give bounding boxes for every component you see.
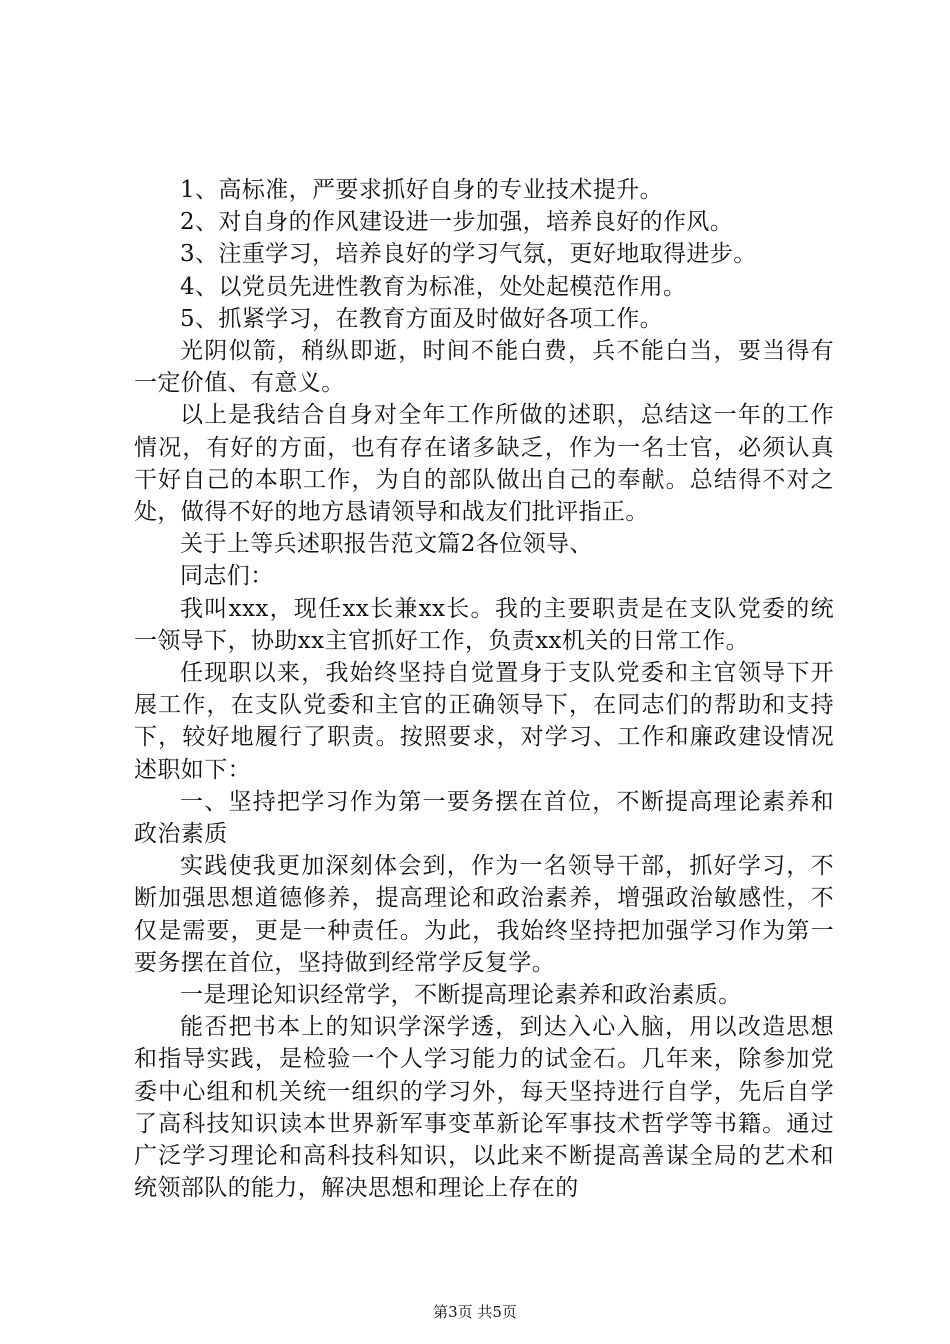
paragraph-tenure: 任现职以来，我始终坚持自觉置身于支队党委和主官领导下开展工作，在支队党委和主官的正确领导下，在同志们的帮助和支持下，较好地履行了职责。按照要求，对学习、工作和廉政建设情况述职如下：	[134, 660, 834, 783]
list-item-5: 5、抓紧学习，在教育方面及时做好各项工作。	[180, 305, 664, 332]
list-item-4: 4、以党员先进性教育为标准，处处起模范作用。	[180, 273, 687, 300]
salutation: 同志们：	[180, 563, 274, 590]
paragraph-study: 能否把书本上的知识学深学透，到达入心入脑，用以改造思想和指导实践，是检验一个人学习能力的试金石。几年来，除参加党委中心组和机关统一组织的学习外，每天坚持进行自学，先后自学了高科技知识读本世界新军事变革新论军事技术哲学等书籍。通过广泛学习理论和高科技科知识，以此来不断提高善谋全局的艺术和统领部队的能力，解决思想和理论上存在的	[134, 1014, 834, 1202]
paragraph-practice: 实践使我更加深刻体会到，作为一名领导干部，抓好学习，不断加强思想道德修养，提高理论和政治素养，增强政治敏感性，不仅是需要，更是一种责任。为此，我始终坚持把加强学习作为第一要务摆在首位，坚持做到经常学反复学。	[134, 853, 834, 976]
paragraph-time: 光阴似箭，稍纵即逝，时间不能白费，兵不能白当，要当得有一定价值、有意义。	[134, 338, 834, 397]
list-item-1: 1、高标准，严要求抓好自身的专业技术提升。	[180, 177, 664, 203]
subheading-one: 一、坚持把学习作为第一要务摆在首位，不断提高理论素养和政治素质	[134, 788, 834, 848]
list-item-2: 2、对自身的作风建设进一步加强，培养良好的作风。	[180, 209, 734, 236]
paragraph-intro: 我叫xxx，现任xx长兼xx长。我的主要职责是在支队党委的统一领导下，协助xx主官抓好工作，负责xx机关的日常工作。	[134, 595, 834, 654]
paragraph-summary: 以上是我结合自身对全年工作所做的述职，总结这一年的工作情况，有好的方面，也有存在诸多缺乏，作为一名士官，必须认真干好自己的本职工作，为自的部队做出自己的奉献。总结得不对之处，做得不好的地方恳请领导和战友们批评指正。	[134, 402, 834, 526]
list-item-3: 3、注重学习，培养良好的学习气氛，更好地取得进步。	[180, 241, 757, 268]
document-body	[134, 174, 834, 1205]
subheading-theory: 一是理论知识经常学，不断提高理论素养和政治素质。	[180, 982, 742, 1009]
section-heading: 关于上等兵述职报告范文篇2各位领导、	[180, 531, 593, 558]
page-number: 第3页 共5页	[433, 1303, 517, 1321]
